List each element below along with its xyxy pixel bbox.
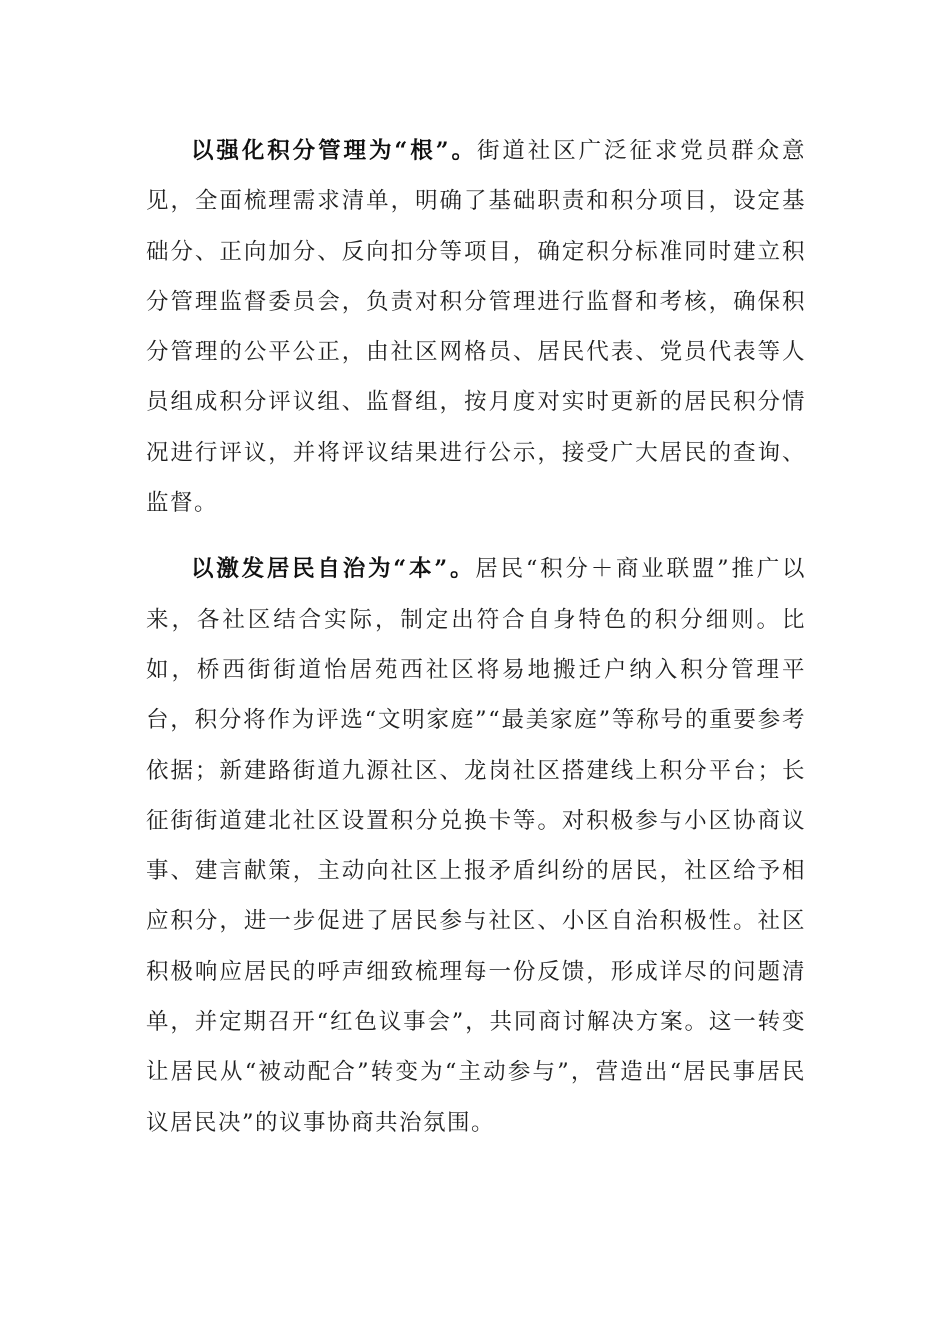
paragraph-heading: 以强化积分管理为“根”。 — [191, 138, 477, 164]
paragraph-text: 居民“积分＋商业联盟”推广以来，各社区结合实际，制定出符合自身特色的积分细则。比如，桥西街街道怡居苑西社区将易地搬迁户纳入积分管理平台，积分将作为评选“文明家庭”“最美家庭”等称号的重要参考依据；新建路街道九源社区、龙岗社区搭建线上积分平台；长征街街道建北社区设置积分兑换卡等。对积极参与小区协商议事、建言献策，主动向社区上报矛盾纠纷的居民，社区给予相应积分，进一步促进了居民参与社区、小区自治积极性。社区积极响应居民的呼声细致梳理每一份反馈，形成详尽的问题清单，并定期召开“红色议事会”，共同商讨解决方案。这一转变让居民从“被动配合”转变为“主动参与”，营造出“居民事居民议居民决”的议事协商共治氛围。 — [146, 556, 806, 1136]
paragraph-resident-autonomy — [146, 544, 806, 1148]
document-body — [146, 126, 806, 1148]
paragraph-points-management — [146, 126, 806, 528]
paragraph-heading: 以激发居民自治为“本”。 — [191, 556, 476, 583]
paragraph-text: 街道社区广泛征求党员群众意见，全面梳理需求清单，明确了基础职责和积分项目，设定基础分、正向加分、反向扣分等项目，确定积分标准同时建立积分管理监督委员会，负责对积分管理进行监督和考核，确保积分管理的公平公正，由社区网格员、居民代表、党员代表等人员组成积分评议组、监督组，按月度对实时更新的居民积分情况进行评议，并将评议结果进行公示，接受广大居民的查询、监督。 — [146, 138, 806, 517]
